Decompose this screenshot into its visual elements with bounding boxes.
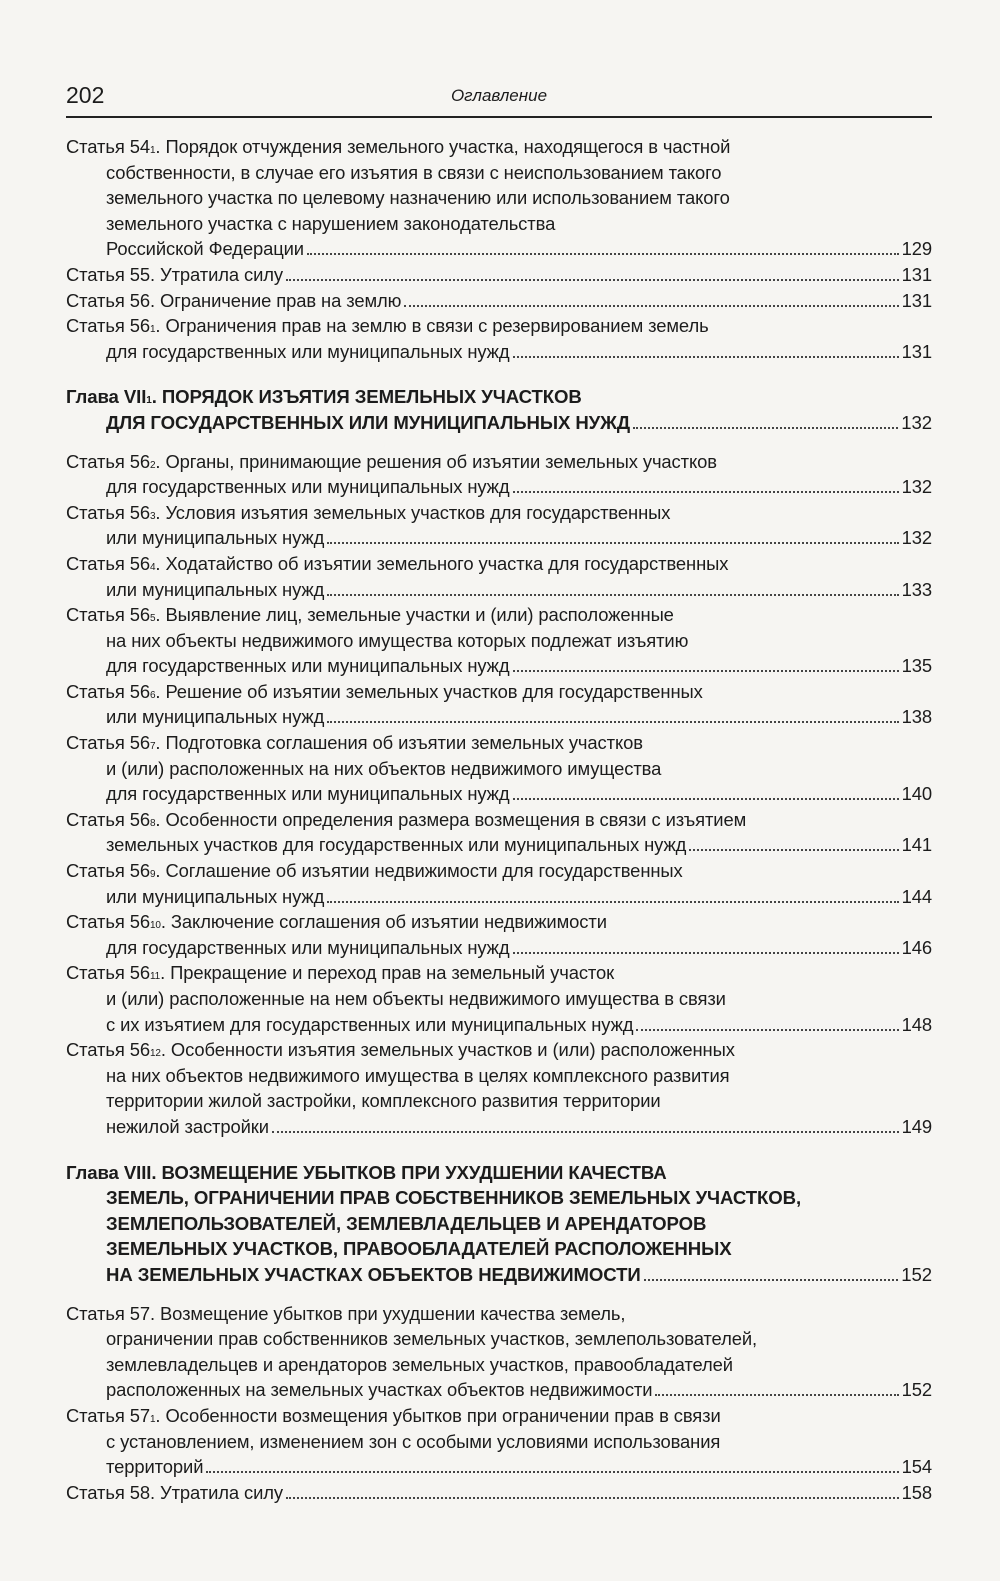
- entry-page-number: 152: [901, 1263, 932, 1285]
- entry-prefix: Статья 56: [66, 501, 150, 523]
- entry-separator: .: [151, 386, 162, 408]
- toc-chapter: [66, 1160, 932, 1288]
- entry-separator: .: [160, 911, 171, 933]
- dot-leader: [689, 849, 898, 851]
- entry-separator: .: [149, 263, 160, 285]
- toc-line: [66, 1236, 932, 1262]
- entry-page-number: 141: [901, 834, 932, 856]
- toc-article: [66, 551, 932, 602]
- toc-line: [66, 525, 932, 551]
- toc-line: [66, 1262, 932, 1288]
- dot-leader: [327, 901, 898, 903]
- entry-title: для государственных или муниципальных нужд: [106, 655, 510, 677]
- toc-article: [66, 134, 932, 262]
- toc-article: [66, 1037, 932, 1139]
- entry-prefix: Статья 56: [66, 808, 150, 830]
- toc-line: [66, 1211, 932, 1237]
- entry-page-number: 144: [901, 885, 932, 907]
- toc-line: Статья 56 9 . Соглашение об изъятии недвижимости для государственных: [66, 858, 932, 884]
- toc-line: Статья 56 3 . Условия изъятия земельных участков для государственных: [66, 500, 932, 526]
- entry-title: Выявление лиц, земельные участки и (или) расположенные: [165, 604, 674, 626]
- entry-title: Ограничение прав на землю: [159, 289, 402, 311]
- toc-article: [66, 960, 932, 1037]
- entry-separator: .: [155, 860, 166, 882]
- entry-page-number: 133: [901, 578, 932, 600]
- entry-prefix: Статья 56: [66, 315, 150, 337]
- entry-separator: .: [155, 450, 166, 472]
- toc-line: [66, 986, 932, 1012]
- entry-title: Подготовка соглашения об изъятии земельных участков: [165, 732, 643, 754]
- entry-title: расположенных на земельных участках объектов недвижимости: [106, 1379, 653, 1401]
- entry-separator: .: [149, 289, 160, 311]
- toc-line: [66, 211, 932, 237]
- entry-prefix: Статья 55: [66, 263, 150, 285]
- entry-title: для государственных или муниципальных нужд: [106, 936, 510, 958]
- entry-page-number: 132: [901, 411, 932, 433]
- dot-leader: [513, 670, 899, 672]
- entry-title: земельного участка с нарушением законодательства: [106, 212, 556, 234]
- toc-line: [66, 832, 932, 858]
- toc-line: [66, 160, 932, 186]
- toc-line: [66, 236, 932, 262]
- entry-title: земельных участков для государственных или муниципальных нужд: [106, 834, 687, 856]
- entry-title: и (или) расположенные на нем объекты недвижимого имущества в связи: [106, 988, 726, 1009]
- entry-title: Прекращение и переход прав на земельный участок: [170, 962, 615, 984]
- toc-article: [66, 500, 932, 551]
- toc-line: [66, 1377, 932, 1403]
- entry-title: или муниципальных нужд: [106, 578, 325, 600]
- entry-title: Ограничения прав на землю в связи с резервированием земель: [165, 315, 709, 337]
- entry-separator: .: [155, 552, 166, 574]
- toc-article: [66, 909, 932, 960]
- toc-line: [66, 1114, 932, 1140]
- toc-line: [66, 1429, 932, 1455]
- toc-article: [66, 858, 932, 909]
- toc-line: [66, 1454, 932, 1480]
- entry-title: Особенности возмещения убытков при ограничении прав в связи: [165, 1404, 721, 1426]
- entry-page-number: 135: [901, 655, 932, 677]
- toc-article: [66, 262, 932, 288]
- entry-title: земельного участка по целевому назначению или использованием такого: [106, 187, 730, 209]
- toc-article: [66, 1403, 932, 1480]
- toc-line: Статья 54 1 . Порядок отчуждения земельного участка, находящегося в частной: [66, 134, 932, 160]
- toc-line: [66, 1012, 932, 1038]
- entry-title: ЗЕМЕЛЬНЫХ УЧАСТКОВ, ПРАВООБЛАДАТЕЛЕЙ РАСПОЛОЖЕННЫХ: [106, 1238, 732, 1260]
- page-number: 202: [66, 82, 105, 108]
- entry-separator: .: [155, 604, 166, 626]
- toc-article: [66, 1480, 932, 1506]
- entry-title: с их изъятием для государственных или муниципальных нужд: [106, 1013, 634, 1035]
- toc-line: [66, 935, 932, 961]
- entry-page-number: 131: [901, 340, 932, 362]
- toc-line: [66, 781, 932, 807]
- toc-line: [66, 756, 932, 782]
- entry-title: с установлением, изменением зон с особыми условиями использования: [106, 1430, 721, 1452]
- dot-leader: [636, 1029, 898, 1031]
- entry-page-number: 131: [901, 263, 932, 285]
- dot-leader: [513, 798, 899, 800]
- entry-prefix: Статья 56: [66, 860, 150, 882]
- entry-page-number: 149: [901, 1115, 932, 1137]
- entry-title: ЗЕМЛЕПОЛЬЗОВАТЕЛЕЙ, ЗЕМЛЕВЛАДЕЛЬЦЕВ И АРЕНДАТОРОВ: [106, 1212, 707, 1234]
- toc-line: Статья 56 7 . Подготовка соглашения об изъятии земельных участков: [66, 730, 932, 756]
- entry-separator: .: [155, 680, 166, 702]
- toc-line: [66, 704, 932, 730]
- entry-prefix: Статья 56: [66, 552, 150, 574]
- entry-page-number: 148: [901, 1013, 932, 1035]
- entry-title: Утратила силу: [159, 263, 284, 285]
- entry-title: ограничении прав собственников земельных участков, землепользователей,: [106, 1328, 758, 1350]
- toc-line: Статья 56 11 . Прекращение и переход прав на земельный участок: [66, 960, 932, 986]
- entry-separator: .: [149, 1481, 160, 1503]
- entry-title: для государственных или муниципальных нужд: [106, 340, 510, 362]
- entry-separator: .: [149, 1302, 160, 1324]
- toc-line: [66, 185, 932, 211]
- dot-leader: [404, 305, 898, 307]
- entry-prefix: Глава VIII: [66, 1161, 152, 1183]
- toc-line: Статья 56 2 . Органы, принимающие решения об изъятии земельных участков: [66, 449, 932, 475]
- toc-line: [66, 628, 932, 654]
- toc-line: Статья 56 8 . Особенности определения размера возмещения в связи с изъятием: [66, 807, 932, 833]
- entry-title: или муниципальных нужд: [106, 527, 325, 549]
- dot-leader: [633, 427, 898, 429]
- dot-leader: [286, 279, 899, 281]
- dot-leader: [513, 356, 899, 358]
- entry-title: Ходатайство об изъятии земельного участка для государственных: [165, 552, 729, 574]
- dot-leader: [307, 253, 899, 255]
- dot-leader: [327, 721, 898, 723]
- entry-title: Возмещение убытков при ухудшении качества земель,: [159, 1302, 626, 1324]
- entry-prefix: Статья 57: [66, 1302, 150, 1324]
- running-title: Оглавление: [450, 86, 548, 105]
- toc-article: [66, 1301, 932, 1403]
- entry-page-number: 140: [901, 783, 932, 805]
- entry-title: Условия изъятия земельных участков для государственных: [165, 501, 671, 523]
- toc-line: [66, 288, 932, 314]
- toc-line: [66, 884, 932, 910]
- toc-line: [66, 1480, 932, 1506]
- toc-line: [66, 262, 932, 288]
- toc-line: Глава VII 1 . ПОРЯДОК ИЗЪЯТИЯ ЗЕМЕЛЬНЫХ УЧАСТКОВ: [66, 384, 932, 410]
- toc-article: [66, 288, 932, 314]
- toc-line: [66, 474, 932, 500]
- entry-title: для государственных или муниципальных нужд: [106, 783, 510, 805]
- entry-title: землевладельцев и арендаторов земельных участков, правообладателей: [106, 1353, 733, 1375]
- toc-line: [66, 1326, 932, 1352]
- toc-line: [66, 1160, 932, 1186]
- entry-prefix: Статья 54: [66, 136, 150, 157]
- entry-page-number: 152: [901, 1379, 932, 1401]
- entry-title: Заключение соглашения об изъятии недвижимости: [170, 911, 607, 933]
- toc-line: [66, 339, 932, 365]
- entry-title: или муниципальных нужд: [106, 885, 325, 907]
- entry-title: ДЛЯ ГОСУДАРСТВЕННЫХ ИЛИ МУНИЦИПАЛЬНЫХ НУЖД: [106, 411, 630, 433]
- toc-line: [66, 1063, 932, 1089]
- entry-title: нежилой застройки: [106, 1115, 269, 1137]
- dot-leader: [327, 542, 898, 544]
- page-header: [66, 76, 932, 118]
- entry-title: для государственных или муниципальных нужд: [106, 476, 510, 498]
- entry-prefix: Статья 56: [66, 450, 150, 472]
- entry-title: Соглашение об изъятии недвижимости для государственных: [165, 860, 683, 882]
- entry-title: ВОЗМЕЩЕНИЕ УБЫТКОВ ПРИ УХУДШЕНИИ КАЧЕСТВА: [161, 1161, 667, 1183]
- toc-line: [66, 410, 932, 436]
- entry-page-number: 158: [901, 1481, 932, 1503]
- dot-leader: [272, 1131, 899, 1133]
- entry-page-number: 138: [901, 706, 932, 728]
- toc-article: [66, 602, 932, 679]
- toc-article: [66, 449, 932, 500]
- table-of-contents: [66, 134, 932, 1505]
- entry-separator: .: [155, 732, 166, 754]
- entry-separator: .: [155, 501, 166, 523]
- entry-separator: .: [151, 1161, 162, 1183]
- toc-line: Статья 56 5 . Выявление лиц, земельные участки и (или) расположенные: [66, 602, 932, 628]
- entry-prefix: Статья 56: [66, 732, 150, 754]
- entry-title: Органы, принимающие решения об изъятии земельных участков: [165, 450, 717, 472]
- entry-prefix: Статья 56: [66, 680, 150, 702]
- entry-page-number: 131: [901, 289, 932, 311]
- toc-line: [66, 1301, 932, 1327]
- dot-leader: [286, 1497, 899, 1499]
- entry-page-number: 132: [901, 476, 932, 498]
- entry-title: Утратила силу: [159, 1481, 284, 1503]
- entry-separator: .: [160, 962, 171, 984]
- entry-title: НА ЗЕМЕЛЬНЫХ УЧАСТКАХ ОБЪЕКТОВ НЕДВИЖИМОСТИ: [106, 1263, 641, 1285]
- entry-prefix: Статья 56: [66, 911, 150, 933]
- entry-prefix: Статья 56: [66, 962, 150, 984]
- toc-article: [66, 730, 932, 807]
- toc-line: Статья 56 4 . Ходатайство об изъятии земельного участка для государственных: [66, 551, 932, 577]
- entry-prefix: Статья 58: [66, 1481, 150, 1503]
- entry-title: Порядок отчуждения земельного участка, находящегося в частной: [165, 136, 731, 157]
- entry-title: собственности, в случае его изъятия в связи с неиспользованием такого: [106, 161, 722, 183]
- entry-prefix: Статья 56: [66, 289, 150, 311]
- toc-line: Статья 56 12 . Особенности изъятия земельных участков и (или) расположенных: [66, 1037, 932, 1063]
- entry-title: Решение об изъятии земельных участков для государственных: [165, 680, 703, 702]
- entry-title: территории жилой застройки, комплексного развития территории: [106, 1090, 661, 1112]
- entry-separator: .: [155, 1404, 166, 1426]
- toc-line: [66, 1352, 932, 1378]
- entry-separator: .: [160, 1039, 171, 1061]
- entry-title: ПОРЯДОК ИЗЪЯТИЯ ЗЕМЕЛЬНЫХ УЧАСТКОВ: [161, 386, 582, 408]
- entry-title: ЗЕМЕЛЬ, ОГРАНИЧЕНИИ ПРАВ СОБСТВЕННИКОВ ЗЕМЕЛЬНЫХ УЧАСТКОВ,: [106, 1187, 802, 1209]
- toc-line: [66, 653, 932, 679]
- entry-prefix: Статья 56: [66, 604, 150, 626]
- entry-separator: .: [155, 315, 166, 337]
- toc-article: [66, 313, 932, 364]
- entry-title: или муниципальных нужд: [106, 706, 325, 728]
- entry-prefix: Статья 56: [66, 1039, 150, 1061]
- entry-title: Российской Федерации: [106, 238, 304, 260]
- toc-article: [66, 679, 932, 730]
- toc-line: [66, 577, 932, 603]
- toc-line: Статья 57 1 . Особенности возмещения убытков при ограничении прав в связи: [66, 1403, 932, 1429]
- entry-title: на них объекты недвижимого имущества которых подлежат изъятию: [106, 629, 689, 651]
- entry-title: и (или) расположенных на них объектов недвижимого имущества: [106, 757, 662, 779]
- entry-title: территорий: [106, 1456, 204, 1478]
- entry-page-number: 154: [901, 1456, 932, 1478]
- dot-leader: [513, 952, 899, 954]
- entry-separator: .: [155, 808, 166, 830]
- entry-title: Особенности изъятия земельных участков и (или) расположенных: [170, 1039, 735, 1061]
- toc-chapter: [66, 384, 932, 435]
- dot-leader: [513, 491, 899, 493]
- toc-line: Статья 56 6 . Решение об изъятии земельных участков для государственных: [66, 679, 932, 705]
- entry-prefix: Статья 57: [66, 1404, 150, 1426]
- dot-leader: [327, 594, 898, 596]
- toc-article: [66, 807, 932, 858]
- toc-line: [66, 1088, 932, 1114]
- toc-line: Статья 56 10 . Заключение соглашения об изъятии недвижимости: [66, 909, 932, 935]
- dot-leader: [655, 1394, 898, 1396]
- entry-separator: .: [155, 136, 166, 157]
- entry-title: Особенности определения размера возмещения в связи с изъятием: [165, 808, 747, 830]
- dot-leader: [644, 1279, 899, 1281]
- dot-leader: [206, 1471, 898, 1473]
- toc-line: [66, 1185, 932, 1211]
- entry-page-number: 146: [901, 936, 932, 958]
- entry-page-number: 132: [901, 527, 932, 549]
- toc-line: Статья 56 1 . Ограничения прав на землю в связи с резервированием земель: [66, 313, 932, 339]
- entry-title: на них объектов недвижимого имущества в целях комплексного развития: [106, 1064, 730, 1086]
- entry-prefix: Глава VII: [66, 386, 147, 408]
- entry-page-number: 129: [901, 238, 932, 260]
